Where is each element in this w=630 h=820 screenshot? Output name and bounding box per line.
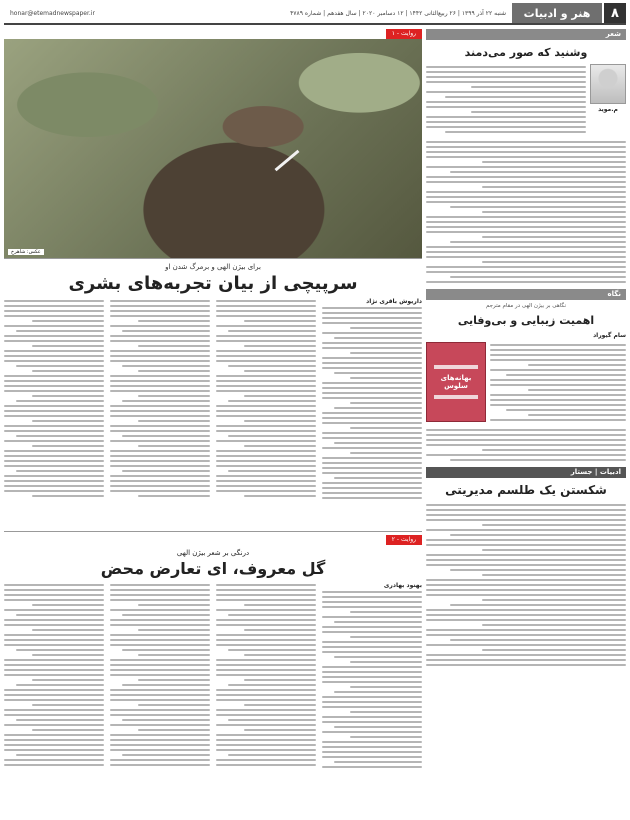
bottom-headline: شکستن یک طلسم مدیریتی bbox=[445, 483, 607, 497]
dateline: شنبه ۲۲ آذر ۱۳۹۹ | ۲۶ ربیع‌الثانی ۱۴۴۲ | ۱۲ دسامبر ۲۰۲۰ | سال هفدهم | شماره ۴۷۸۹ bbox=[290, 9, 506, 17]
poem-text bbox=[426, 64, 586, 136]
page-number: ۸ bbox=[604, 3, 626, 23]
right-column bbox=[426, 29, 626, 820]
second-ribbon-tag: روایت - ۲ bbox=[386, 535, 422, 545]
second-kicker: درنگی بر شعر بیژن الهی bbox=[176, 549, 250, 557]
book-cover-title: بهانه‌های سلوس bbox=[440, 374, 472, 390]
book-author: سام گیوراد bbox=[593, 332, 626, 339]
book-text bbox=[490, 342, 626, 424]
masthead bbox=[4, 3, 626, 25]
photo-credit: عکس: شاهرخ bbox=[8, 249, 44, 255]
book-section-label: نگاه bbox=[426, 289, 626, 300]
main-headline: سرپیچی از بیان تجربه‌های بشری bbox=[68, 273, 358, 294]
book-row bbox=[426, 342, 626, 424]
cigarette-shape bbox=[275, 150, 300, 172]
section-title: هنر و ادبیات bbox=[512, 3, 602, 23]
email-address: honar@etemadnewspaper.ir bbox=[10, 9, 95, 17]
main-article-body bbox=[4, 298, 422, 528]
book-headline: اهمیت زیبایی و بی‌وفایی bbox=[457, 314, 595, 327]
bottom-section-label: ادبیات | جستار bbox=[426, 467, 626, 478]
second-byline: بهنود بهادری bbox=[383, 582, 422, 589]
bottom-text bbox=[426, 502, 626, 669]
poet-block bbox=[426, 64, 626, 136]
book-kicker: نگاهی بر بیژن الهی در مقام مترجم bbox=[486, 303, 566, 309]
book-cover-image bbox=[426, 342, 486, 422]
second-ribbon bbox=[4, 535, 422, 545]
poet-name: م.موید bbox=[598, 106, 618, 113]
second-article-body bbox=[4, 582, 422, 820]
masthead-info bbox=[4, 3, 512, 23]
main-ribbon-tag: روایت - ۱ bbox=[386, 29, 422, 39]
poem-text-continued bbox=[426, 139, 626, 286]
second-headline: گل معروف، ای تعارض محض bbox=[100, 559, 326, 578]
main-byline: داریوش باقری نژاد bbox=[366, 298, 422, 305]
poem-title: وشنید که صور می‌دمند bbox=[464, 46, 588, 59]
poet-photo bbox=[590, 64, 626, 104]
main-ribbon bbox=[4, 29, 422, 39]
portrait-photo bbox=[4, 39, 422, 259]
main-column bbox=[4, 29, 422, 820]
poem-section-label: شعر bbox=[426, 29, 626, 40]
book-text-continued bbox=[426, 427, 626, 464]
main-kicker: برای بیژن الهی و برمرگ شدن او bbox=[165, 263, 261, 271]
